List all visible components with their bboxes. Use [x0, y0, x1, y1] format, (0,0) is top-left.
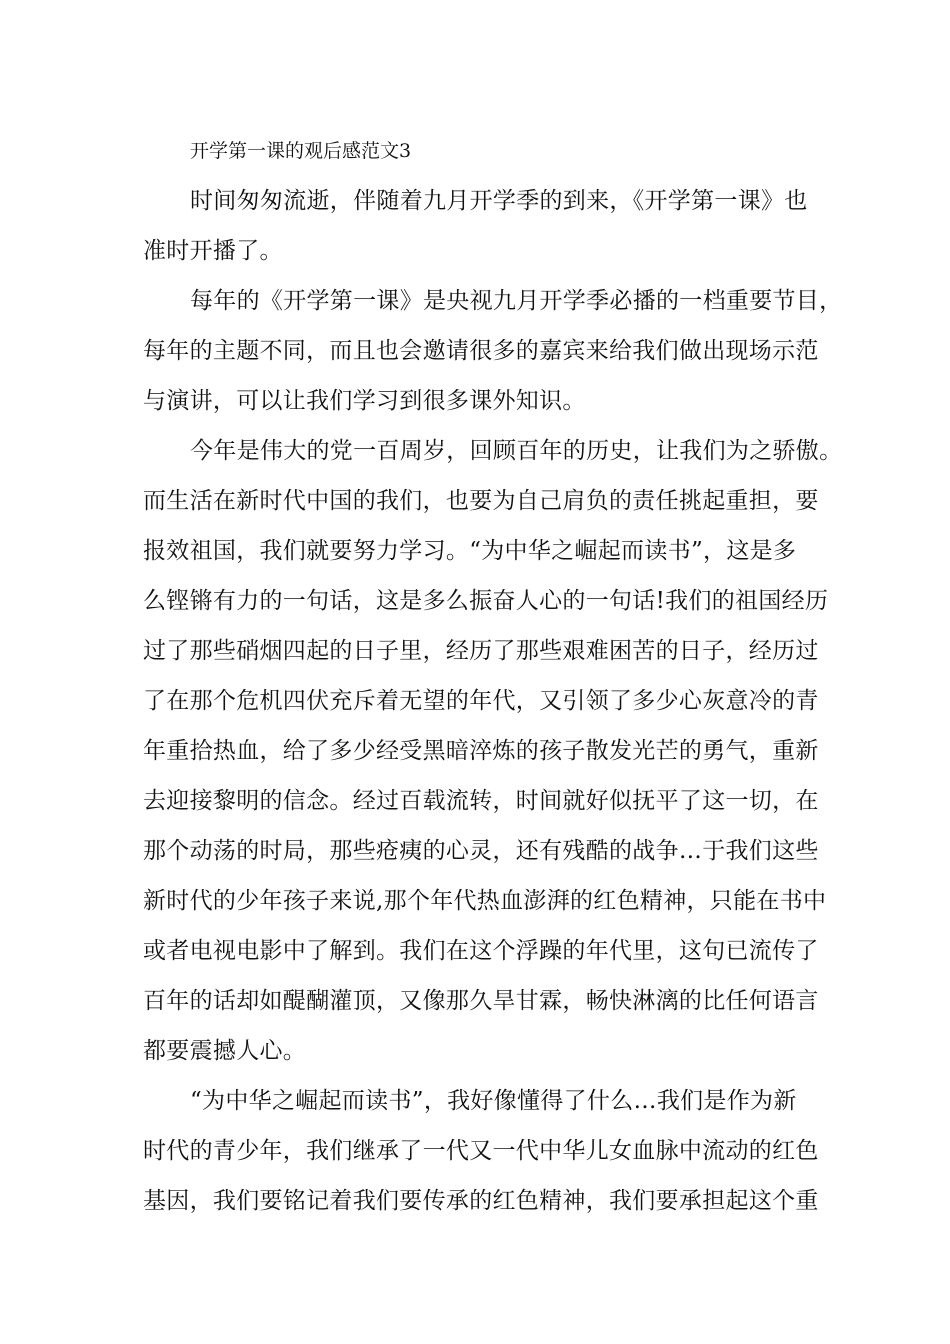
- paragraph-1-line-2: 准时开播了。: [143, 238, 283, 264]
- document-title: 开学第一课的观后感范文3: [190, 140, 412, 162]
- paragraph-4-line-1: “为中华之崛起而读书”，我好像懂得了什么…我们是作为新: [190, 1088, 797, 1114]
- paragraph-2-line-3: 与演讲，可以让我们学习到很多课外知识。: [143, 388, 586, 414]
- paragraph-3-line-3: 报效祖国，我们就要努力学习。“为中华之崛起而读书”，这是多: [143, 538, 797, 564]
- paragraph-3-line-7: 年重拾热血，给了多少经受黑暗淬炼的孩子散发光芒的勇气，重新: [143, 738, 819, 764]
- paragraph-3-line-9: 那个动荡的时局，那些疮痍的心灵，还有残酷的战争…于我们这些: [143, 838, 819, 864]
- paragraph-3-line-1: 今年是伟大的党一百周岁，回顾百年的历史，让我们为之骄傲。: [190, 438, 843, 464]
- paragraph-4-line-3: 基因，我们要铭记着我们要传承的红色精神，我们要承担起这个重: [143, 1188, 819, 1214]
- paragraph-1-line-1: 时间匆匆流逝，伴随着九月开学季的到来，《开学第一课》也: [190, 188, 808, 214]
- paragraph-4-line-2: 时代的青少年，我们继承了一代又一代中华儿女血脉中流动的红色: [143, 1138, 819, 1164]
- paragraph-3-line-13: 都要震撼人心。: [143, 1038, 307, 1064]
- paragraph-3-line-6: 了在那个危机四伏充斥着无望的年代，又引领了多少心灰意冷的青: [143, 688, 819, 714]
- paragraph-3-line-8: 去迎接黎明的信念。经过百载流转，时间就好似抚平了这一切，在: [143, 788, 819, 814]
- paragraph-3-line-12: 百年的话却如醍醐灌顶，又像那久旱甘霖，畅快淋漓的比任何语言: [143, 988, 819, 1014]
- paragraph-3-line-4: 么铿锵有力的一句话，这是多么振奋人心的一句话!我们的祖国经历: [143, 588, 829, 614]
- paragraph-2-line-1: 每年的《开学第一课》是央视九月开学季必播的一档重要节目，: [190, 288, 843, 314]
- paragraph-2-line-2: 每年的主题不同，而且也会邀请很多的嘉宾来给我们做出现场示范: [143, 338, 819, 364]
- paragraph-3-line-11: 或者电视电影中了解到。我们在这个浮躁的年代里，这句已流传了: [143, 938, 819, 964]
- paragraph-3-line-10: 新时代的少年孩子来说,那个年代热血澎湃的红色精神，只能在书中: [143, 888, 827, 914]
- paragraph-3-line-5: 过了那些硝烟四起的日子里，经历了那些艰难困苦的日子，经历过: [143, 638, 819, 664]
- paragraph-3-line-2: 而生活在新时代中国的我们，也要为自己肩负的责任挑起重担，要: [143, 488, 819, 514]
